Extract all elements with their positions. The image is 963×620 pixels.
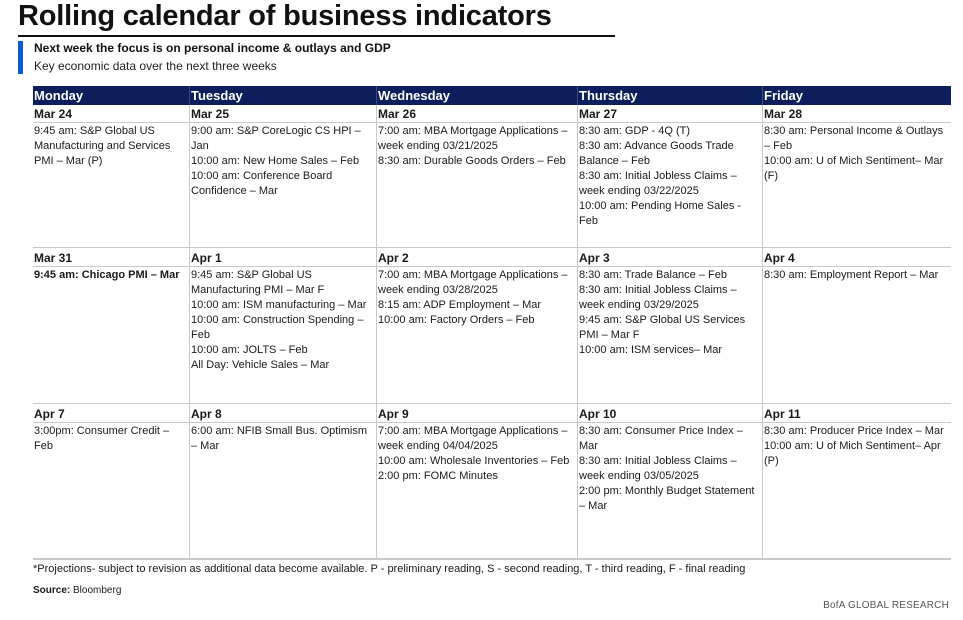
calendar-table (33, 86, 951, 560)
day-cell (577, 248, 762, 403)
event-item: 8:15 am: ADP Employment – Mar (378, 299, 542, 311)
day-cell (33, 404, 189, 559)
accent-bar (18, 41, 23, 74)
day-header-tuesday: Tuesday (189, 86, 376, 105)
event-item: 7:00 am: MBA Mortgage Applications – week ending 03/28/2025 (378, 269, 568, 296)
title-underline (18, 35, 615, 37)
cell-date: Mar 24 (33, 107, 189, 123)
calendar-body (33, 105, 951, 560)
cell-date: Apr 4 (763, 251, 951, 267)
event-item: 10:00 am: Pending Home Sales - Feb (579, 200, 742, 227)
event-item: 10:00 am: Construction Spending – Feb (191, 314, 364, 341)
event-item: All Day: Vehicle Sales – Mar (191, 359, 330, 371)
cell-date: Apr 10 (578, 407, 762, 423)
day-cell (189, 105, 376, 247)
event-item: 8:30 am: Initial Jobless Claims – week ending 03/22/2025 (579, 170, 737, 197)
event-item: 10:00 am: Conference Board Confidence – Mar (191, 170, 333, 197)
cell-date: Apr 11 (763, 407, 951, 423)
event-list (33, 123, 189, 169)
day-cell (577, 404, 762, 559)
day-cell (33, 248, 189, 403)
day-header-monday: Monday (34, 88, 84, 103)
week-row (33, 404, 951, 560)
source-value: Bloomberg (73, 585, 122, 596)
event-item: 9:45 am: S&P Global US Manufacturing PMI – Mar F (191, 269, 325, 296)
cell-date: Mar 25 (190, 107, 376, 123)
day-cell (33, 105, 189, 247)
cell-date: Apr 2 (377, 251, 577, 267)
event-item: 8:30 am: Employment Report – Mar (764, 269, 939, 281)
event-item: 10:00 am: Factory Orders – Feb (378, 314, 535, 326)
event-item: 9:45 am: S&P Global US Manufacturing and Services PMI – Mar (P) (34, 125, 171, 167)
event-list (190, 423, 376, 454)
cell-date: Apr 7 (33, 407, 189, 423)
week-row (33, 105, 951, 248)
event-item: 8:30 am: Consumer Price Index – Mar (579, 425, 743, 452)
event-list (377, 423, 577, 484)
day-cell (376, 404, 577, 559)
event-item: 10:00 am: U of Mich Sentiment– Apr (P) (764, 440, 941, 467)
brand-footer: BofA GLOBAL RESEARCH (823, 600, 949, 611)
event-list (377, 267, 577, 328)
event-list (578, 423, 762, 514)
cell-date: Mar 26 (377, 107, 577, 123)
event-item: 8:30 am: Advance Goods Trade Balance – Feb (579, 140, 734, 167)
event-item: 10:00 am: U of Mich Sentiment– Mar (F) (764, 155, 944, 182)
event-item: 10:00 am: JOLTS – Feb (191, 344, 308, 356)
event-item: 8:30 am: Producer Price Index – Mar (764, 425, 944, 437)
event-list (190, 267, 376, 373)
event-list (763, 267, 951, 283)
subtitle: Next week the focus is on personal income & outlays and GDP (34, 41, 391, 55)
event-item: 3:00pm: Consumer Credit – Feb (34, 425, 170, 452)
event-item: 2:00 pm: Monthly Budget Statement – Mar (579, 485, 755, 512)
footnote-divider (33, 558, 951, 559)
event-item: 7:00 am: MBA Mortgage Applications – week ending 04/04/2025 (378, 425, 568, 452)
event-item: 8:30 am: Initial Jobless Claims – week ending 03/29/2025 (579, 284, 737, 311)
day-header-wednesday: Wednesday (376, 86, 577, 105)
event-list (578, 267, 762, 358)
event-item: 10:00 am: ISM manufacturing – Mar (191, 299, 367, 311)
calendar-header-row (33, 86, 951, 105)
day-cell (189, 404, 376, 559)
event-list (33, 423, 189, 454)
event-item: 10:00 am: New Home Sales – Feb (191, 155, 360, 167)
day-cell (762, 105, 951, 247)
page-title: Rolling calendar of business indicators (18, 0, 552, 32)
event-list (763, 423, 951, 469)
cell-date: Apr 1 (190, 251, 376, 267)
day-cell (577, 105, 762, 247)
event-item: 9:00 am: S&P CoreLogic CS HPI – Jan (191, 125, 361, 152)
event-item: 9:45 am: S&P Global US Services PMI – Mar F (579, 314, 746, 341)
cell-date: Mar 28 (763, 107, 951, 123)
event-list (578, 123, 762, 229)
cell-date: Apr 9 (377, 407, 577, 423)
day-cell (189, 248, 376, 403)
event-item: 10:00 am: ISM services– Mar (579, 344, 723, 356)
event-list (190, 123, 376, 199)
cell-date: Apr 3 (578, 251, 762, 267)
source-label: Source: (33, 585, 71, 596)
day-cell (762, 404, 951, 559)
event-item: 8:30 am: Durable Goods Orders – Feb (378, 155, 566, 167)
event-item: 2:00 pm: FOMC Minutes (378, 470, 498, 482)
day-cell (376, 248, 577, 403)
event-item: 8:30 am: Trade Balance – Feb (579, 269, 727, 281)
week-row (33, 248, 951, 404)
cell-date: Mar 31 (33, 251, 189, 267)
cell-date: Apr 8 (190, 407, 376, 423)
day-cell (762, 248, 951, 403)
event-item: 8:30 am: Initial Jobless Claims – week ending 03/05/2025 (579, 455, 737, 482)
event-list (33, 267, 189, 283)
event-list (763, 123, 951, 184)
event-list (377, 123, 577, 169)
day-header-friday: Friday (762, 86, 951, 105)
source-line (33, 585, 121, 596)
event-item: 10:00 am: Wholesale Inventories – Feb (378, 455, 570, 467)
day-header-thursday: Thursday (577, 86, 762, 105)
day-cell (376, 105, 577, 247)
event-item: 7:00 am: MBA Mortgage Applications – week ending 03/21/2025 (378, 125, 568, 152)
event-item: 8:30 am: GDP - 4Q (T) (579, 125, 691, 137)
event-item: 8:30 am: Personal Income & Outlays – Feb (764, 125, 944, 152)
footnote: *Projections- subject to revision as additional data become available. P - preliminary reading, S - second reading, T - third reading, F - final reading (33, 563, 746, 575)
event-item: 6:00 am: NFIB Small Bus. Optimism – Mar (191, 425, 368, 452)
cell-date: Mar 27 (578, 107, 762, 123)
description: Key economic data over the next three weeks (34, 59, 277, 73)
event-item: 9:45 am: Chicago PMI – Mar (34, 269, 180, 281)
